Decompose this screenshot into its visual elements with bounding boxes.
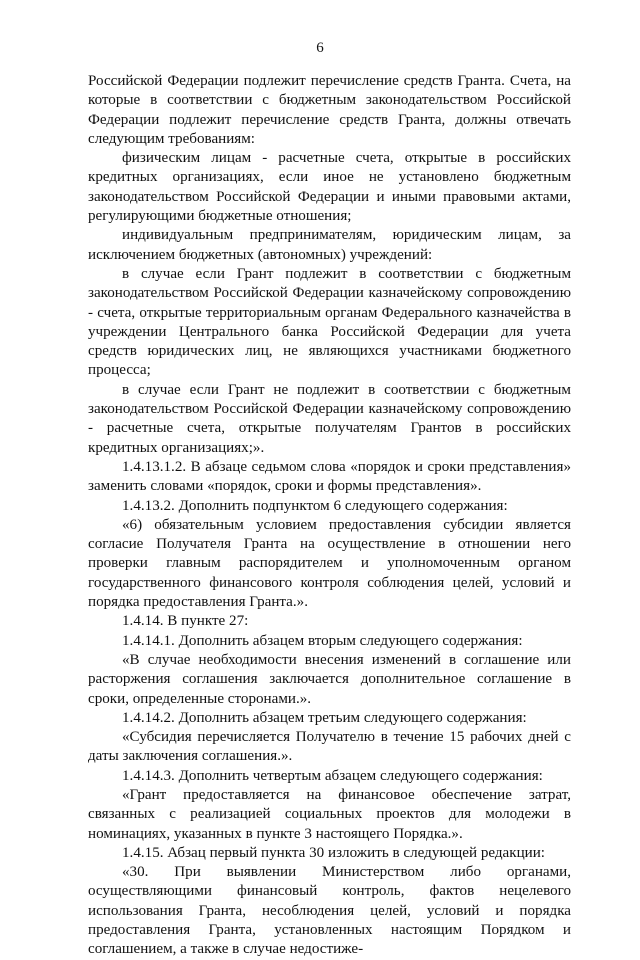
- paragraph: 1.4.14.1. Дополнить абзацем вторым следующего содержания:: [122, 632, 523, 649]
- paragraph: 1.4.14.2. Дополнить абзацем третьим следующего содержания:: [122, 709, 527, 726]
- paragraph: Российской Федерации подлежит перечисление средств Гранта. Счета, на которые в соответствии с бюджетным законодательством Российской Федерации подлежит перечисление средств Гранта, должны отвечать следующим требованиям:: [88, 73, 571, 147]
- paragraph: в случае если Грант не подлежит в соответствии с бюджетным законодательством Российской Федерации казначейскому сопровождению - расчетные счета, открытые получателям Грантов в российских кредитных организациях;».: [88, 381, 571, 456]
- paragraph: «В случае необходимости внесения изменений в соглашение или расторжения соглашения заключается дополнительное соглашение в сроки, определенные сторонами.».: [88, 651, 571, 707]
- paragraph: 1.4.14. В пункте 27:: [122, 613, 249, 630]
- paragraph: 1.4.14.3. Дополнить четвертым абзацем следующего содержания:: [122, 767, 543, 784]
- paragraph: «30. При выявлении Министерством либо органами, осуществляющими финансовый контроль, фактов нецелевого использования Гранта, несоблюдения целей, условий и порядка предоставления Гранта, установленных настоящим Порядком и соглашением, а также в случае недостиже-: [88, 864, 571, 958]
- paragraph: «Грант предоставляется на финансовое обеспечение затрат, связанных с реализацией социальных проектов для молодежи в номинациях, указанных в пункте 3 настоящего Порядка.».: [88, 786, 571, 842]
- paragraph: «Субсидия перечисляется Получателю в течение 15 рабочих дней с даты заключения соглашения.».: [88, 729, 571, 765]
- paragraph: физическим лицам - расчетные счета, открытые в российских кредитных организациях, если иное не установлено бюджетным законодательством Российской Федерации и иными правовыми актами, регулирующими бюджетные отношения;: [88, 150, 571, 225]
- paragraph: индивидуальным предпринимателям, юридическим лицам, за исключением бюджетных (автономных) учреждений:: [88, 227, 571, 263]
- paragraph: 1.4.15. Абзац первый пункта 30 изложить в следующей редакции:: [122, 844, 546, 861]
- paragraph: 1.4.13.2. Дополнить подпунктом 6 следующего содержания:: [122, 497, 508, 514]
- paragraph: 1.4.13.1.2. В абзаце седьмом слова «порядок и сроки представления» заменить словами «порядок, сроки и формы представления».: [88, 458, 571, 495]
- paragraph: «6) обязательным условием предоставления субсидии является согласие Получателя Гранта на осуществление в отношении него проверки главным распорядителем и уполномоченным органом государственного финансового контроля соблюдения целей, условий и порядка предоставления Гранта.».: [88, 516, 571, 611]
- paragraph: в случае если Грант подлежит в соответствии с бюджетным законодательством Российской Федерации казначейскому сопровождению - счета, открытые территориальным органам Федерального казначейства в учреждении Центрального банка Российской Федерации для учета средств юридических лиц, не являющихся участниками бюджетного процесса;: [88, 265, 571, 379]
- body-text: [88, 72, 571, 960]
- page-number: 6: [316, 40, 324, 56]
